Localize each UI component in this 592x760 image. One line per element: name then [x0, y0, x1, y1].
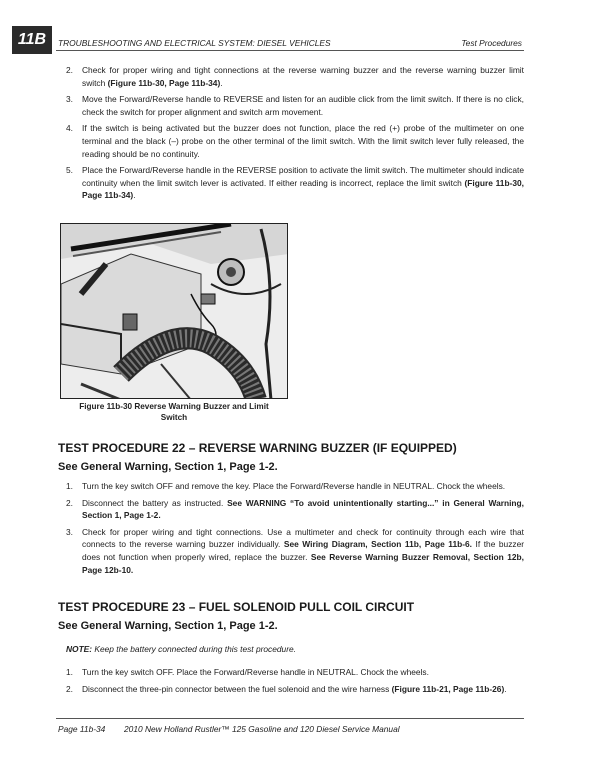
tp23-step-list — [58, 666, 524, 699]
top-step — [58, 64, 524, 89]
top-step — [58, 164, 524, 202]
step-text: Check for proper wiring and tight connections at the reverse warning buzzer and the reverse warning buzzer limit switch — [82, 65, 524, 88]
step-text: . — [220, 77, 223, 88]
top-step — [58, 93, 524, 118]
tp22-step — [58, 480, 524, 493]
figure-caption — [60, 401, 288, 423]
section-title: TROUBLESHOOTING AND ELECTRICAL SYSTEM: DIESEL VEHICLES — [58, 38, 331, 48]
tp23-step — [58, 683, 524, 696]
step-text: Turn the key switch OFF and remove the key. Place the Forward/Reverse handle in NEUTRAL. Chock the wheels. — [82, 481, 506, 491]
tp23-heading: TEST PROCEDURE 23 – FUEL SOLENOID PULL COIL CIRCUIT — [58, 600, 415, 614]
step-reference: (Figure 11b-30, Page 11b-34) — [82, 177, 524, 201]
reverse-buzzer-photo-illustration — [61, 224, 288, 399]
figure-photo — [60, 223, 288, 399]
step-number: 2. — [66, 65, 73, 75]
step-text: . — [504, 683, 507, 694]
tp22-step — [58, 497, 524, 522]
step-text: Disconnect the battery as instructed. — [82, 497, 228, 508]
step-number: 2. — [66, 497, 73, 508]
figure-caption-line1: Figure 11b-30 Reverse Warning Buzzer and Limit — [79, 402, 269, 411]
figure-caption-line2: Switch — [160, 413, 188, 422]
note-text: Keep the battery connected during this test procedure. — [92, 644, 296, 654]
header-rule — [56, 50, 524, 51]
top-step-list — [58, 64, 524, 206]
step-reference: (Figure 11b-30, Page 11b-34) — [107, 77, 221, 88]
step-text: Check for proper wiring and tight connections. Use a multimeter and check for continuity through each wire that connects to the reverse warning buzzer individually. — [82, 526, 524, 550]
footer-rule — [56, 718, 524, 719]
tp23-step — [58, 666, 524, 679]
manual-title: 2010 New Holland Rustler™ 125 Gasoline and 120 Diesel Service Manual — [124, 724, 400, 734]
step-text: If the switch is being activated but the buzzer does not function, place the red (+) probe of the multimeter on one terminal and the black (–) probe on the other terminal of the limit switch. With the limit switch lever fully released, the reading should be no continuity. — [82, 123, 524, 159]
step-text: Place the Forward/Reverse handle in the REVERSE position to activate the limit switch. The multimeter should indicate continuity when the limit switch lever is activated. If either reading is incorrect, replace the limit switch — [82, 165, 524, 188]
page-number: Page 11b-34 — [58, 724, 106, 734]
top-step — [58, 122, 524, 160]
note-label: NOTE: — [66, 644, 93, 654]
step-number: 4. — [66, 123, 73, 134]
step-text: Turn the key switch OFF. Place the Forward/Reverse handle in NEUTRAL. Chock the wheels. — [82, 667, 429, 677]
tp22-step-list — [58, 480, 524, 580]
tp22-heading: TEST PROCEDURE 22 – REVERSE WARNING BUZZER (IF EQUIPPED) — [58, 441, 457, 455]
step-reference: See Reverse Warning Buzzer Removal, Section 12b, Page 12b-10. — [82, 551, 524, 575]
header-right-title: Test Procedures — [461, 38, 522, 48]
step-reference: See Wiring Diagram, Section 11b, Page 11b-6. — [283, 539, 473, 550]
step-number: 5. — [66, 165, 73, 176]
chapter-tab: 11B — [12, 26, 52, 54]
step-reference: (Figure 11b-21, Page 11b-26) — [391, 683, 505, 694]
step-number: 3. — [66, 94, 73, 105]
step-number: 1. — [66, 667, 73, 677]
step-text: If the buzzer does not function when properly wired, replace the buzzer. — [82, 539, 525, 562]
tp23-note — [66, 644, 296, 654]
tp22-step — [58, 526, 524, 576]
step-text: Move the Forward/Reverse handle to REVERSE and listen for an audible click from the limit switch. If there is no click, check the switch for proper alignment and switch arm movement. — [82, 94, 524, 117]
step-reference: See WARNING “To avoid unintentionally starting...” in General Warning, Section 1, Page 1-2. — [82, 497, 524, 521]
step-number: 3. — [66, 526, 73, 537]
step-number: 2. — [66, 683, 73, 694]
step-text: . — [133, 190, 136, 201]
tp23-subheading: See General Warning, Section 1, Page 1-2. — [58, 620, 278, 632]
step-number: 1. — [66, 481, 73, 491]
tp22-subheading: See General Warning, Section 1, Page 1-2. — [58, 461, 278, 473]
step-text: Disconnect the three-pin connector between the fuel solenoid and the wire harness — [82, 683, 392, 694]
